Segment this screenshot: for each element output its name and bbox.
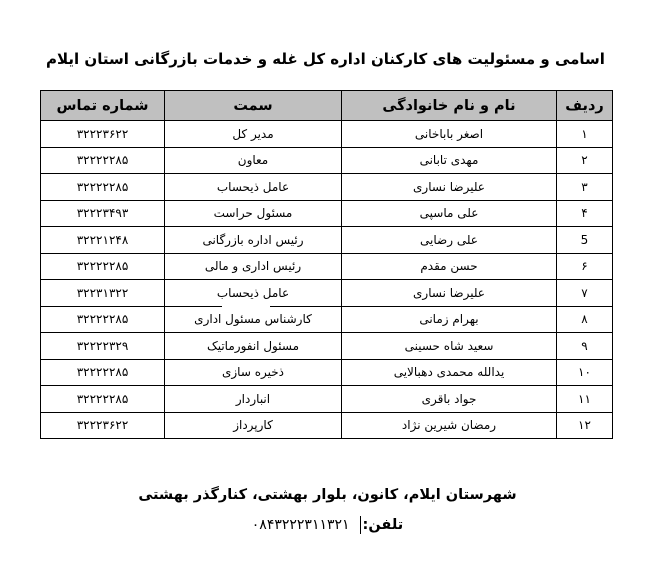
position: انباردار: [165, 386, 342, 413]
row-number: ۷: [557, 280, 613, 307]
table-row: [41, 386, 613, 413]
table-row: [41, 412, 613, 439]
full-name: حسن مقدم: [342, 253, 557, 280]
position: عامل ذیحساب: [165, 174, 342, 201]
header-row-number: ردیف: [557, 91, 613, 121]
phone-number: ۳۲۲۲۲۲۸۵: [41, 306, 165, 333]
row-number: ۹: [557, 333, 613, 360]
staff-table: [40, 90, 613, 439]
row-number: ۱۰: [557, 359, 613, 386]
row-number: ۳: [557, 174, 613, 201]
full-name: علیرضا نساری: [342, 280, 557, 307]
phone-number: ۳۲۲۲۲۲۸۵: [41, 253, 165, 280]
position: مدیر کل: [165, 121, 342, 148]
position: ذخیره سازی: [165, 359, 342, 386]
phone-number: ۳۲۲۲۳۴۹۳: [41, 200, 165, 227]
full-name: جواد باقری: [342, 386, 557, 413]
office-phone-number: ۰۸۴۳۲۲۲۳۱۱۳۲۱: [251, 517, 350, 533]
position: کارپرداز: [165, 412, 342, 439]
phone-number: ۳۲۲۲۳۶۲۲: [41, 121, 165, 148]
header-position: سمت: [165, 91, 342, 121]
phone-number: ۳۲۲۲۲۲۸۵: [41, 147, 165, 174]
row-number: ۲: [557, 147, 613, 174]
full-name: علی رضایی: [342, 227, 557, 254]
full-name: مهدی تابانی: [342, 147, 557, 174]
full-name: علیرضا نساری: [342, 174, 557, 201]
position: کارشناس مسئول اداری: [165, 306, 342, 333]
full-name: بهرام زمانی: [342, 306, 557, 333]
position: رئیس اداره بازرگانی: [165, 227, 342, 254]
phone-label: تلفن:: [362, 517, 404, 533]
row-number: ۴: [557, 200, 613, 227]
row-number: ۱۲: [557, 412, 613, 439]
position: معاون: [165, 147, 342, 174]
phone-number: ۳۲۲۲۲۲۸۵: [41, 386, 165, 413]
table-row: [41, 253, 613, 280]
table-row: [41, 306, 613, 333]
full-name: سعید شاه حسینی: [342, 333, 557, 360]
header-phone: شماره تماس: [41, 91, 165, 121]
table-row: [41, 280, 613, 307]
table-row: [41, 121, 613, 148]
full-name: یدالله محمدی دهبالایی: [342, 359, 557, 386]
row-number: 5: [557, 227, 613, 254]
table-row: [41, 147, 613, 174]
table-row: [41, 174, 613, 201]
row-number: ۱: [557, 121, 613, 148]
document-title: اسامی و مسئولیت های کارکنان اداره کل غله و خدمات بازرگانی استان ایلام: [46, 50, 605, 68]
table-row: [41, 333, 613, 360]
row-number: ۶: [557, 253, 613, 280]
phone-number: ۳۲۲۳۱۳۲۲: [41, 280, 165, 307]
phone-number: ۳۲۲۲۲۲۸۵: [41, 359, 165, 386]
phone-number: ۳۲۲۲۱۲۴۸: [41, 227, 165, 254]
position: مسئول حراست: [165, 200, 342, 227]
row-number: ۸: [557, 306, 613, 333]
border-gap-artifact: [222, 304, 270, 307]
office-phone-line: [100, 513, 555, 537]
position: رئیس اداری و مالی: [165, 253, 342, 280]
phone-number: ۳۲۲۲۲۳۲۹: [41, 333, 165, 360]
table-row: [41, 359, 613, 386]
row-number: ۱۱: [557, 386, 613, 413]
position: مسئول انفورماتیک: [165, 333, 342, 360]
phone-number: ۳۲۲۲۲۲۸۵: [41, 174, 165, 201]
full-name: رمضان شیرین نژاد: [342, 412, 557, 439]
full-name: اصغر باباخانی: [342, 121, 557, 148]
phone-number: ۳۲۲۲۳۶۲۲: [41, 412, 165, 439]
table-row: [41, 200, 613, 227]
position: عامل ذیحساب: [165, 280, 342, 307]
table-header-row: [41, 91, 613, 121]
text-cursor: [360, 516, 361, 534]
header-full-name: نام و نام خانوادگی: [342, 91, 557, 121]
full-name: علی ماسپی: [342, 200, 557, 227]
office-address: شهرستان ایلام، کانون، بلوار بهشتی، کنارگذر بهشتی: [138, 487, 517, 503]
table-row: [41, 227, 613, 254]
